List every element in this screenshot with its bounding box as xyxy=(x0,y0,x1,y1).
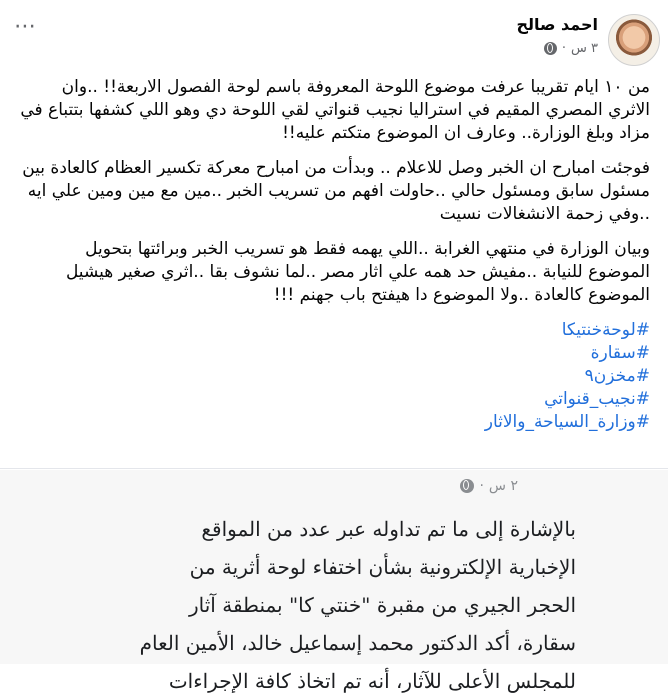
attached-image-text xyxy=(36,510,576,700)
attached-text-line: الإخبارية الإلكترونية بشأن اختفاء لوحة أثرية من xyxy=(189,555,576,579)
post-paragraph-1: من ١٠ ايام تقريبا عرفت موضوع اللوحة المعروفة باسم لوحة الفصول الاربعة!! ..وان الاثري المصري المقيم في استراليا نجيب قنواتي لقي اللوحة دي وهو اللي كشفها بتتباع في مزاد وبلغ الوزارة.. وعارف ان الموضوع متكتم عليه!! xyxy=(20,77,650,143)
more-options-icon[interactable]: ⋯ xyxy=(14,14,37,39)
meta-separator: · xyxy=(479,478,484,494)
author-name[interactable]: احمد صالح xyxy=(516,15,598,34)
hashtag-link[interactable]: #وزارة_السياحة_والاثار xyxy=(484,412,650,432)
meta-separator: · xyxy=(561,41,566,56)
post-header xyxy=(14,12,660,62)
hashtag-link[interactable]: #نجيب_قنواتي xyxy=(544,389,650,409)
hashtag-link[interactable]: #مخزن٩ xyxy=(584,366,650,386)
hashtag-list xyxy=(18,319,650,434)
post-paragraph-3: وبيان الوزارة في منتهي الغرابة ..اللي يهمه فقط هو تسريب الخبر وبرائتها بتحويل الموضوع للنيابة ..مفيش حد همه علي اثار مصر ..لما نشوف بقا ..اثري صغير هيشيل الموضوع كالعادة ..ولا الموضوع دا هيفتح باب جهنم !!! xyxy=(65,239,650,305)
attached-text-line: بالإشارة إلى ما تم تداوله عبر عدد من المواقع xyxy=(201,517,576,541)
hashtag-link[interactable]: #لوحةخنتيكا xyxy=(561,320,650,340)
attached-text-line: سقارة، أكد الدكتور محمد إسماعيل خالد، الأمين العام xyxy=(139,631,576,655)
hashtag-link[interactable]: #سقارة xyxy=(590,343,650,363)
attached-image-time: ٢ س xyxy=(488,478,518,494)
post-paragraph-2: فوجئت امبارح ان الخبر وصل للاعلام .. وبدأت من امبارح معركة تكسير العظام كالعادة بين مسئول سابق ومسئول حالي ..حاولت افهم من تسريب الخبر ..مين مع مين ومين علي ايه ..وفي زحمة الانشغالات نسيت xyxy=(22,158,650,224)
post-time[interactable]: ٣ س xyxy=(571,41,598,56)
post-meta xyxy=(544,41,598,56)
globe-icon xyxy=(460,479,474,493)
attached-image[interactable] xyxy=(0,470,668,693)
globe-icon[interactable] xyxy=(544,42,557,55)
post-body xyxy=(18,76,650,434)
divider xyxy=(0,468,668,469)
avatar[interactable] xyxy=(608,14,660,66)
attached-image-meta xyxy=(460,478,518,494)
attached-text-line: الحجر الجيري من مقبرة "خنتي كا" بمنطقة آثار xyxy=(188,593,576,617)
attached-text-line: للمجلس الأعلى للآثار، أنه تم اتخاذ كافة الإجراءات xyxy=(168,669,576,693)
